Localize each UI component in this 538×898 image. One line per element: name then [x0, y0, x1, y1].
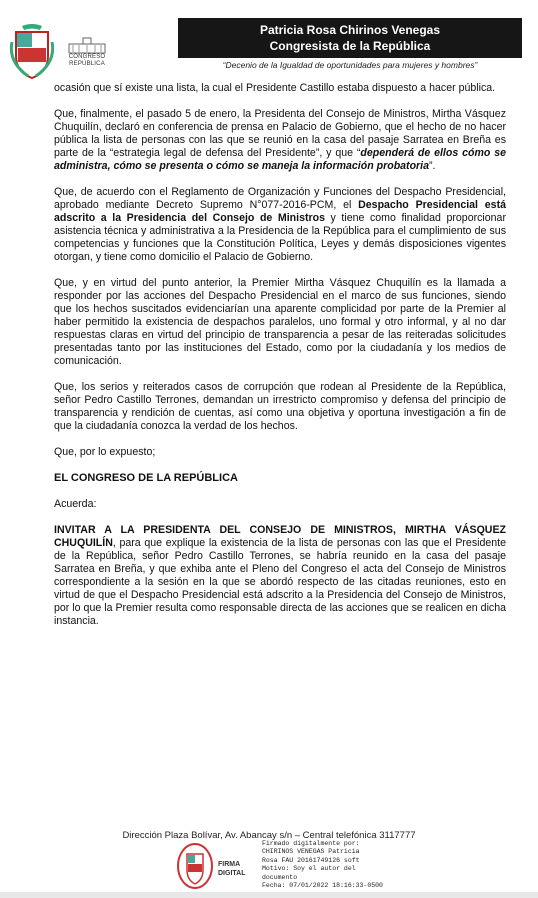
peru-coat-of-arms-icon [8, 22, 56, 82]
quoted-statement: dependerá de ellos cómo se administra, cómo se presenta o cómo se maneja la información probatoria [54, 147, 506, 172]
paragraph-2: Que, finalmente, el pasado 5 de enero, la Presidenta del Consejo de Ministros, Mirtha Vásquez Chuquilín, declaró en conferencia de prensa en Palacio de Gobierno, que el hecho de no hacer pública la lista de personas con las que se reunió en la casa del pasaje Sarratea en Breña es parte de la “estrategia legal de defensa del Presidente”, y que “dependerá de ellos cómo se administra, cómo se presenta o cómo se maneja la información probatoria”. [54, 108, 506, 172]
letterhead [0, 0, 538, 92]
paragraph-5: Que, los serios y reiterados casos de corrupción que rodean al Presidente de la República, señor Pedro Castillo Terrones, demandan un irrestricto compromiso y defensa del principio de transparencia y rendición de cuentas, así como una objetiva y oportuna investigación a fin de que la ciudadanía conozca la verdad de los hechos. [54, 381, 506, 432]
paragraph-resolution: INVITAR A LA PRESIDENTA DEL CONSEJO DE MINISTROS, MIRTHA VÁSQUEZ CHUQUILÍN, para que explique la existencia de la lista de personas con las que el Presidente de la República, señor Pedro Castillo Terrones, se habría reunido en la casa del pasaje Sarratea en Breña, y que exhiba ante el Pleno del Congreso el acta del Consejo de Ministros correspondiente a la sesión en la que se abordó respecto de las citadas reuniones, esto en virtud de que el Despacho Presidencial está adscrito a la Presidencia del Consejo de Ministros, por lo que la Premier resulta como responsable directa de las acciones que se realicen en dicha instancia. [54, 524, 506, 627]
congress-building-icon [67, 36, 107, 54]
congresista-title: Congresista de la República [269, 39, 431, 53]
paragraph-1: ocasión que sí existe una lista, la cual el Presidente Castillo estaba dispuesto a hacer pública. [54, 82, 496, 94]
paragraph-3: Que, de acuerdo con el Reglamento de Organización y Funciones del Despacho Presidencial, aprobado mediante Decreto Supremo N°077-2016-PCM, el Despacho Presidencial está adscrito a la Presidencia del Consejo de Ministros y tiene como finalidad proporcionar asistencia técnica y administrativa a la Presidencia de la República para el cumplimiento de sus competencias y funciones que la Constitución Política, Leyes y demás disposiciones vigentes otorgan, y tiene como domicilio el Palacio de Gobierno. [54, 186, 506, 263]
signature-seal-icon [176, 842, 214, 890]
firma-digital-label: FIRMA DIGITAL [218, 861, 246, 877]
document-body [54, 82, 506, 641]
paragraph-4: Que, y en virtud del punto anterior, la Premier Mirtha Vásquez Chuquilín es la llamada a responder por las acciones del Despacho Presidencial en el marco de sus funciones, siendo que los hechos suscitados evidenciarían una aparente complicidad por parte de la Premier al haber permitido la existencia de despachos paralelos, uno formal y otro informal, y al no dar respuestas claras en virtud del principio de transparencia a pesar de las reiteradas solicitudes presentadas tanto por las instituciones del Estado, como por la ciudadanía y los medios de comunicación. [54, 277, 506, 367]
decenio-motto: “Decenio de la Igualdad de oportunidades para mujeres y hombres” [222, 60, 478, 70]
congresista-name: Patricia Rosa Chirinos Venegas [259, 23, 441, 37]
congresista-name-box [178, 18, 522, 58]
congreso-logo [62, 36, 112, 78]
page-bottom-edge [0, 892, 538, 898]
footer-address: Dirección Plaza Bolívar, Av. Abancay s/n – Central telefónica 3117777 [122, 830, 416, 841]
acuerda-label: Acuerda: [54, 498, 97, 510]
invitation-emphasis: INVITAR A LA PRESIDENTA DEL CONSEJO DE MINISTROS, MIRTHA VÁSQUEZ CHUQUILÍN [54, 524, 506, 549]
digital-signature-info: Firmado digitalmente por: CHIRINOS VENEGAS Patricia Rosa FAU 20161749126 soft Motivo: Soy el autor del documento Fecha: 07/01/2022 18:16:33-0500 [262, 840, 383, 890]
despacho-adscrito-emphasis: Despacho Presidencial está adscrito a la Presidencia del Consejo de Ministros [54, 199, 506, 224]
congress-heading: EL CONGRESO DE LA REPÚBLICA [54, 472, 238, 484]
congreso-logo-text: CONGRESO REPÚBLICA [68, 54, 106, 67]
paragraph-6: Que, por lo expuesto; [54, 446, 156, 458]
